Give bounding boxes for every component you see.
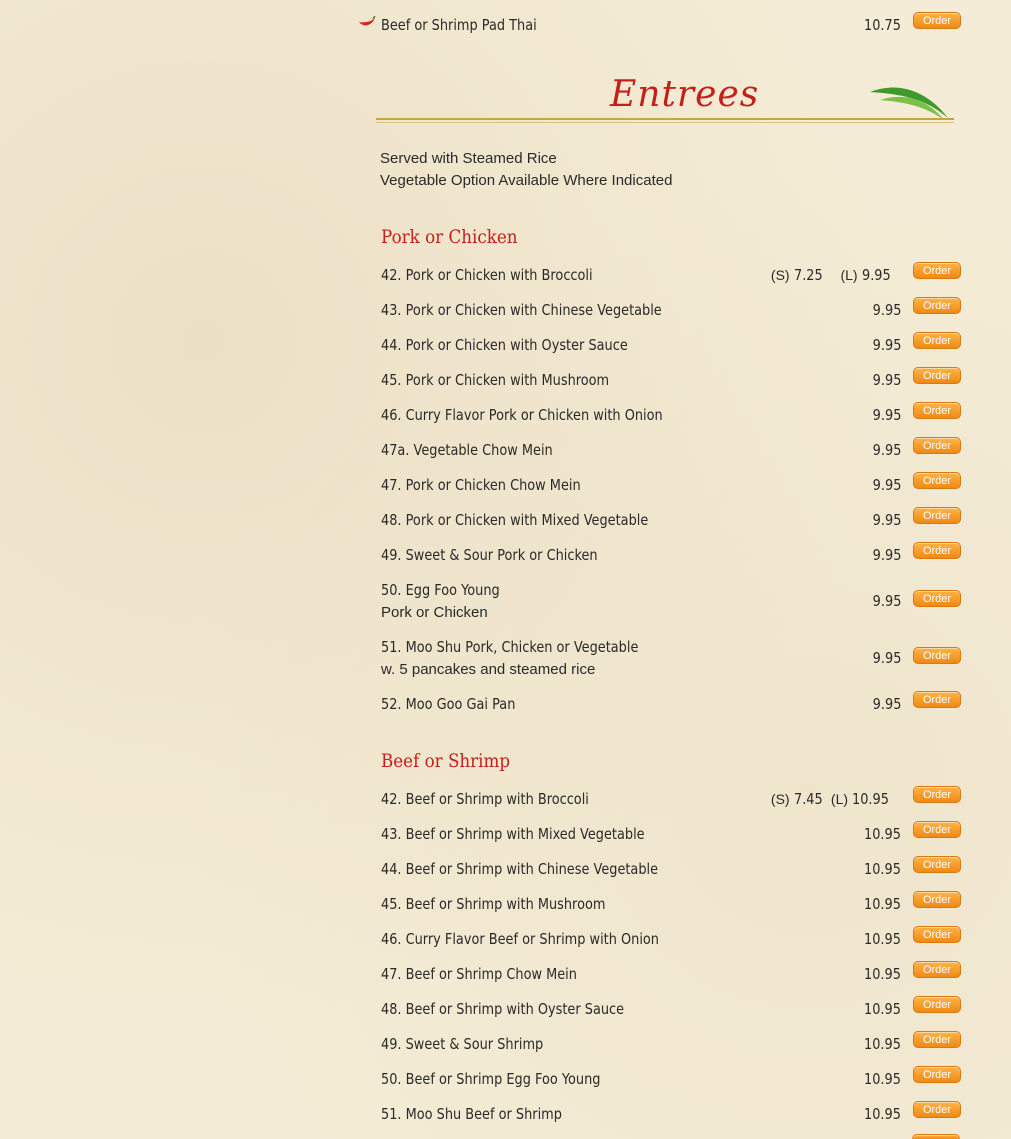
section-header-entrees	[376, 72, 954, 128]
order-button[interactable]: Order	[913, 691, 961, 708]
item-name: 51. Moo Shu Pork, Chicken or Vegetable	[381, 638, 639, 656]
large-price	[831, 790, 895, 809]
order-button[interactable]: Order	[913, 996, 961, 1013]
menu-item	[381, 926, 961, 956]
order-button[interactable]: Order	[913, 507, 961, 524]
item-name: 42. Beef or Shrimp with Broccoli	[381, 790, 589, 808]
item-name: 51. Moo Shu Beef or Shrimp	[381, 1105, 562, 1123]
item-price: 9.95	[872, 371, 901, 389]
item-name: 43. Beef or Shrimp with Mixed Vegetable	[381, 825, 645, 843]
item-price: 10.95	[864, 965, 901, 983]
item-price: 9.95	[872, 511, 901, 529]
menu-item	[381, 542, 961, 572]
menu-item	[381, 437, 961, 467]
order-button[interactable]: Order	[913, 961, 961, 978]
order-button[interactable]: Order	[913, 297, 961, 314]
order-button[interactable]	[912, 1134, 960, 1139]
item-price: 10.95	[864, 1035, 901, 1053]
menu-item	[381, 262, 961, 292]
menu-item	[381, 1066, 961, 1096]
menu-item	[381, 786, 961, 816]
intro-line-1: Served with Steamed Rice	[380, 150, 557, 167]
item-name: 44. Beef or Shrimp with Chinese Vegetable	[381, 860, 659, 878]
item-price: 10.95	[864, 930, 901, 948]
item-price: 9.95	[872, 695, 901, 713]
price-value: 7.25	[793, 266, 823, 284]
size-label: (L)	[840, 267, 858, 283]
item-description: Pork or Chicken	[381, 604, 488, 621]
menu-item	[381, 691, 961, 721]
item-description: w. 5 pancakes and steamed rice	[381, 661, 596, 678]
price-value: 10.95	[852, 790, 889, 808]
divider	[376, 118, 954, 120]
item-price: 9.95	[872, 476, 901, 494]
item-price: 10.95	[864, 895, 901, 913]
menu-item	[381, 402, 961, 432]
size-label: (S)	[770, 791, 790, 807]
menu-item	[381, 1101, 961, 1131]
item-price: 9.95	[872, 546, 901, 564]
menu-item	[381, 821, 961, 851]
order-button[interactable]: Order	[913, 856, 961, 873]
order-button[interactable]: Order	[913, 786, 961, 803]
small-price	[771, 790, 827, 809]
item-name: 50. Beef or Shrimp Egg Foo Young	[381, 1070, 601, 1088]
item-price: 9.95	[872, 441, 901, 459]
item-price: 9.95	[872, 406, 901, 424]
order-button[interactable]: Order	[913, 926, 961, 943]
menu-item	[381, 891, 961, 921]
menu-item	[381, 634, 961, 684]
order-button[interactable]: Order	[913, 1101, 961, 1118]
section-title: Entrees	[610, 74, 760, 115]
size-label: (S)	[770, 267, 790, 283]
menu-item	[381, 856, 961, 886]
order-button[interactable]: Order	[913, 542, 961, 559]
item-price: 10.95	[864, 860, 901, 878]
menu-item	[381, 961, 961, 991]
item-price: 9.95	[872, 649, 901, 667]
category-title: Pork or Chicken	[381, 226, 518, 248]
menu-item	[381, 507, 961, 537]
item-name: 48. Beef or Shrimp with Oyster Sauce	[381, 1000, 625, 1018]
item-name: 47. Pork or Chicken Chow Mein	[381, 476, 581, 494]
item-name: 47a. Vegetable Chow Mein	[381, 441, 553, 459]
item-name: 49. Sweet & Sour Pork or Chicken	[381, 546, 598, 564]
menu-item	[381, 1031, 961, 1061]
item-price: 10.95	[864, 1070, 901, 1088]
menu-item-pad-thai	[381, 12, 961, 42]
item-price: 10.95	[864, 1105, 901, 1123]
item-name: 46. Curry Flavor Pork or Chicken with Onion	[381, 406, 663, 424]
order-button[interactable]: Order	[913, 332, 961, 349]
item-price: 10.95	[864, 1000, 901, 1018]
small-price	[771, 266, 827, 285]
item-name: 43. Pork or Chicken with Chinese Vegetable	[381, 301, 662, 319]
order-button[interactable]: Order	[913, 821, 961, 838]
item-price: 10.95	[864, 825, 901, 843]
order-button[interactable]: Order	[913, 590, 961, 607]
item-name: 50. Egg Foo Young	[381, 581, 500, 599]
item-name: Beef or Shrimp Pad Thai	[381, 16, 537, 34]
menu-item	[381, 332, 961, 362]
menu-item	[381, 996, 961, 1026]
item-name: 44. Pork or Chicken with Oyster Sauce	[381, 336, 628, 354]
size-label: (L)	[830, 791, 849, 807]
large-price	[840, 266, 895, 285]
item-name: 47. Beef or Shrimp Chow Mein	[381, 965, 577, 983]
order-button[interactable]: Order	[913, 647, 961, 664]
menu-item	[381, 297, 961, 327]
order-button[interactable]: Order	[913, 12, 961, 29]
price-value: 9.95	[861, 266, 891, 284]
order-button[interactable]: Order	[913, 472, 961, 489]
order-button[interactable]: Order	[913, 1066, 961, 1083]
item-price: 9.95	[872, 301, 901, 319]
item-name: 46. Curry Flavor Beef or Shrimp with Onion	[381, 930, 659, 948]
menu-item	[381, 577, 961, 627]
item-name: 52. Moo Goo Gai Pan	[381, 695, 516, 713]
item-name: 42. Pork or Chicken with Broccoli	[381, 266, 593, 284]
menu-item	[381, 472, 961, 502]
order-button[interactable]: Order	[913, 891, 961, 908]
item-name: 45. Pork or Chicken with Mushroom	[381, 371, 610, 389]
intro-line-2: Vegetable Option Available Where Indicated	[380, 172, 673, 189]
order-button[interactable]: Order	[913, 437, 961, 454]
menu-item	[381, 367, 961, 397]
item-name: 45. Beef or Shrimp with Mushroom	[381, 895, 606, 913]
order-button[interactable]: Order	[913, 367, 961, 384]
item-price: 9.95	[872, 336, 901, 354]
order-button[interactable]: Order	[913, 262, 961, 279]
price-value: 7.45	[793, 790, 823, 808]
divider	[376, 122, 954, 123]
order-button[interactable]: Order	[913, 1031, 961, 1048]
item-name: 48. Pork or Chicken with Mixed Vegetable	[381, 511, 649, 529]
leaf-icon	[870, 74, 952, 122]
category-title: Beef or Shrimp	[381, 750, 511, 772]
item-name: 49. Sweet & Sour Shrimp	[381, 1035, 544, 1053]
item-price: 9.95	[872, 592, 901, 610]
order-button[interactable]: Order	[913, 402, 961, 419]
chili-pepper-icon	[358, 16, 376, 28]
item-price: 10.75	[864, 16, 901, 34]
